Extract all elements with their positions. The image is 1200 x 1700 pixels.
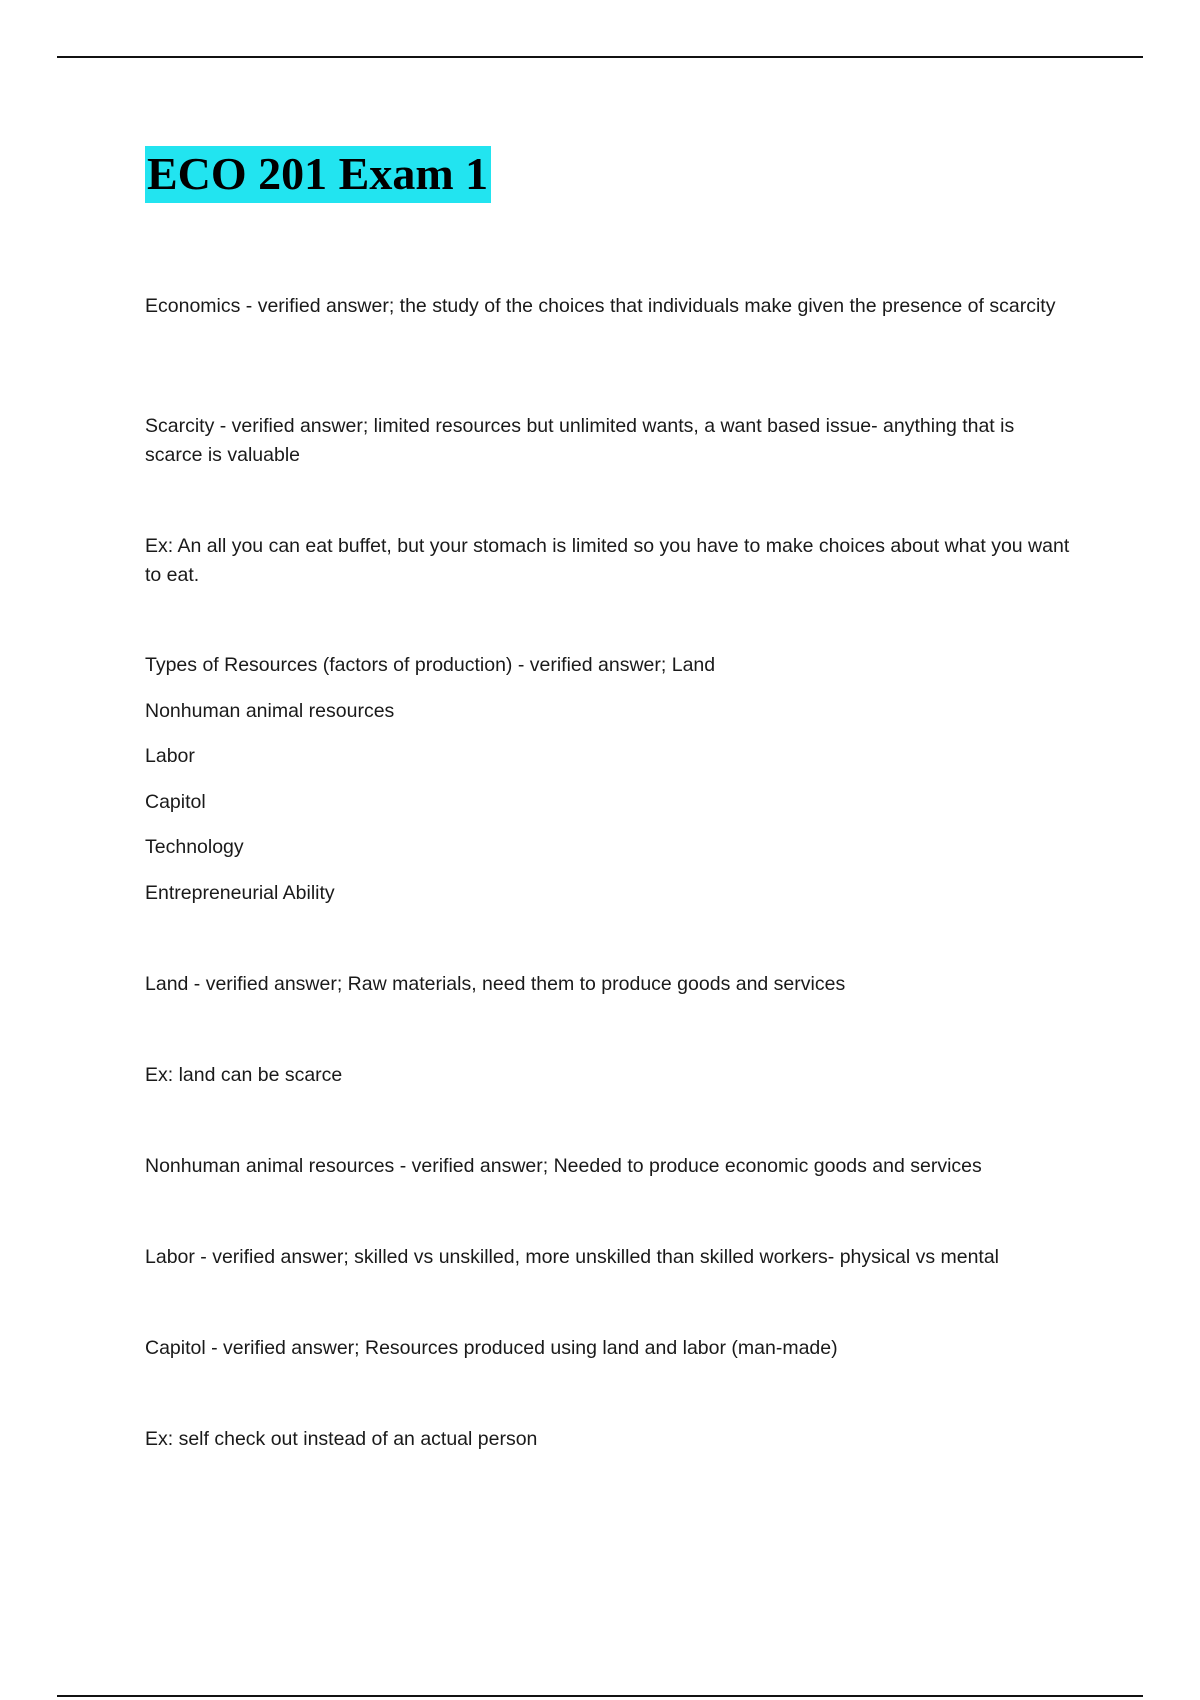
example-self-checkout: Ex: self check out instead of an actual person: [145, 1428, 538, 1450]
list-item-labor: Labor: [145, 745, 195, 767]
example-buffet: Ex: An all you can eat buffet, but your stomach is limited so you have to make choices about what you want to eat.: [145, 535, 1070, 586]
list-item-nonhuman-animal-resources: Nonhuman animal resources: [145, 700, 395, 722]
document-title: ECO 201 Exam 1: [145, 146, 491, 203]
definition-scarcity: Scarcity - verified answer; limited resources but unlimited wants, a want based issue- anything that is scarce is valuable: [145, 415, 1015, 466]
header-rule: [57, 56, 1143, 58]
definition-nonhuman-animal-resources: Nonhuman animal resources - verified answer; Needed to produce economic goods and services: [145, 1155, 982, 1177]
definition-types-of-resources: Types of Resources (factors of production) - verified answer; Land: [145, 654, 716, 676]
definition-labor: Labor - verified answer; skilled vs unskilled, more unskilled than skilled workers- physical vs mental: [145, 1246, 1000, 1268]
definition-economics: Economics - verified answer; the study of the choices that individuals make given the presence of scarcity: [145, 295, 1056, 317]
list-item-technology: Technology: [145, 836, 244, 858]
definition-capitol: Capitol - verified answer; Resources produced using land and labor (man-made): [145, 1337, 838, 1359]
footer-rule: [57, 1695, 1143, 1697]
list-item-capitol: Capitol: [145, 791, 206, 813]
list-item-entrepreneurial-ability: Entrepreneurial Ability: [145, 882, 335, 904]
example-land: Ex: land can be scarce: [145, 1064, 343, 1086]
definition-land: Land - verified answer; Raw materials, need them to produce goods and services: [145, 973, 846, 995]
